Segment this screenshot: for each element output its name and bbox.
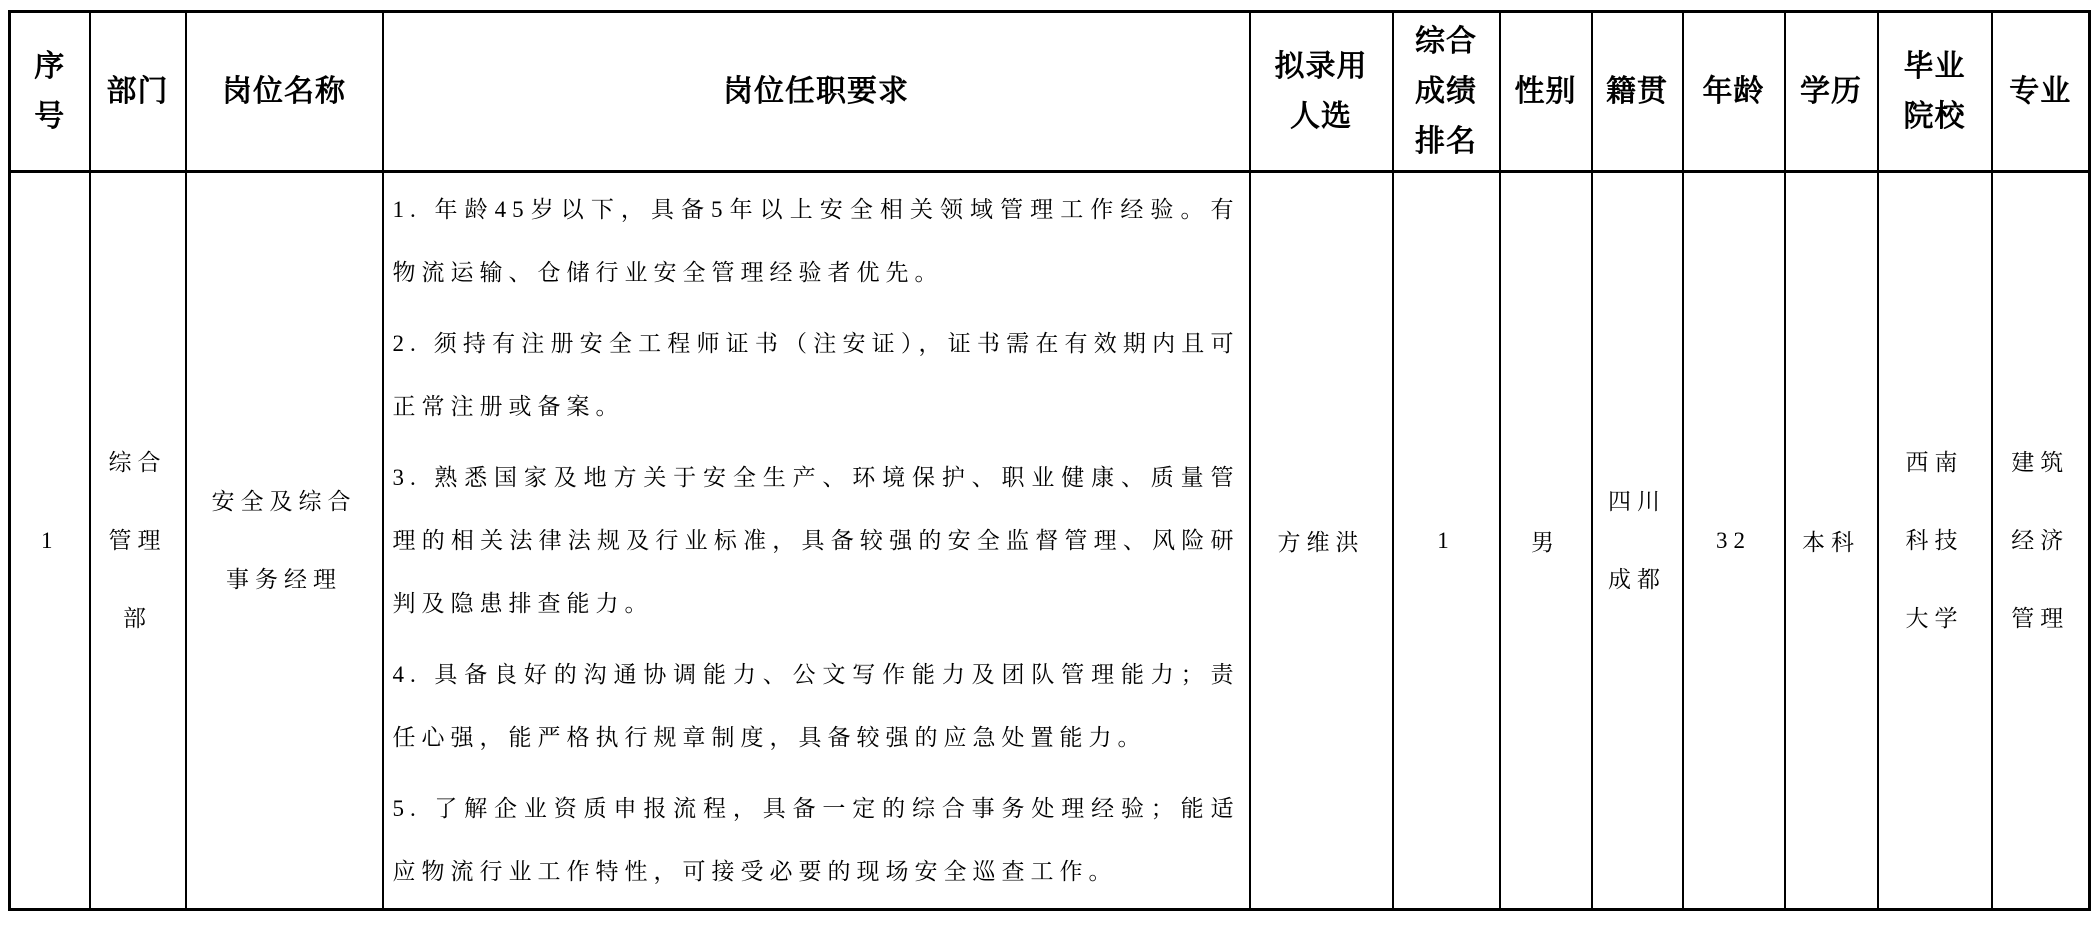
col-header-department [90, 12, 186, 172]
col-header-major-label: 专业 [2009, 74, 2072, 108]
col-header-native-place-label: 籍贯 [1606, 74, 1668, 108]
graduate-school-value: 西南科技大学 [1905, 449, 1964, 631]
cell-department [90, 172, 186, 910]
col-header-education-label: 学历 [1800, 74, 1862, 108]
col-header-seq-no [10, 12, 90, 172]
recruitment-result-table [8, 10, 2091, 911]
cell-proposed-candidate [1250, 172, 1393, 910]
seq-no-value: 1 [41, 527, 59, 553]
gender-value: 男 [1531, 530, 1560, 555]
age-value: 32 [1716, 527, 1751, 553]
department-value: 综合管理部 [108, 449, 167, 631]
col-header-graduate-school-label: 毕业院校 [1903, 49, 1966, 133]
col-header-age [1683, 12, 1785, 172]
requirement-item-2: 2. 须持有注册安全工程师证书（注安证），证书需在有效期内且可正常注册或备案。 [392, 331, 1240, 419]
proposed-candidate-value: 方维洪 [1277, 530, 1365, 555]
cell-position-title [186, 172, 383, 910]
table-header-row [10, 12, 2090, 172]
table-row [10, 172, 2090, 910]
cell-seq-no [10, 172, 90, 910]
col-header-department-label: 部门 [106, 74, 169, 108]
cell-job-requirements [383, 172, 1250, 910]
col-header-major [1992, 12, 2090, 172]
native-place-value: 四川成都 [1608, 488, 1666, 592]
requirement-item-3: 3. 熟悉国家及地方关于安全生产、环境保护、职业健康、质量管理的相关法律法规及行业标准，具备较强的安全监督管理、风险研判及隐患排查能力。 [392, 465, 1240, 616]
position-title-value: 安全及综合事务经理 [211, 488, 357, 592]
col-header-position-title [186, 12, 383, 172]
col-header-proposed-candidate-label: 拟录用人选 [1274, 49, 1368, 133]
col-header-position-title-label: 岗位名称 [222, 74, 346, 108]
col-header-graduate-school [1878, 12, 1992, 172]
col-header-seq-no-label: 序号 [34, 49, 66, 133]
col-header-proposed-candidate [1250, 12, 1393, 172]
col-header-education [1785, 12, 1878, 172]
requirement-item-1: 1. 年龄45岁以下，具备5年以上安全相关领域管理工作经验。有物流运输、仓储行业安全管理经验者优先。 [392, 197, 1240, 285]
education-value: 本科 [1802, 530, 1860, 555]
major-value: 建筑经济管理 [2011, 449, 2070, 631]
cell-age [1683, 172, 1785, 910]
col-header-overall-score-rank-label: 综合成绩排名 [1415, 24, 1477, 158]
overall-score-rank-value: 1 [1437, 527, 1455, 553]
col-header-job-requirements-label: 岗位任职要求 [723, 74, 909, 108]
col-header-gender-label: 性别 [1514, 74, 1577, 108]
cell-graduate-school [1878, 172, 1992, 910]
col-header-native-place [1592, 12, 1683, 172]
cell-gender [1500, 172, 1592, 910]
requirement-item-5: 5. 了解企业资质申报流程，具备一定的综合事务处理经验；能适应物流行业工作特性，可接受必要的现场安全巡查工作。 [392, 796, 1240, 884]
cell-overall-score-rank [1393, 172, 1500, 910]
col-header-overall-score-rank [1393, 12, 1500, 172]
col-header-job-requirements [383, 12, 1250, 172]
cell-education [1785, 172, 1878, 910]
col-header-gender [1500, 12, 1592, 172]
cell-native-place [1592, 172, 1683, 910]
requirement-item-4: 4. 具备良好的沟通协调能力、公文写作能力及团队管理能力；责任心强，能严格执行规章制度，具备较强的应急处置能力。 [392, 662, 1240, 750]
cell-major [1992, 172, 2090, 910]
col-header-age-label: 年龄 [1702, 74, 1765, 108]
